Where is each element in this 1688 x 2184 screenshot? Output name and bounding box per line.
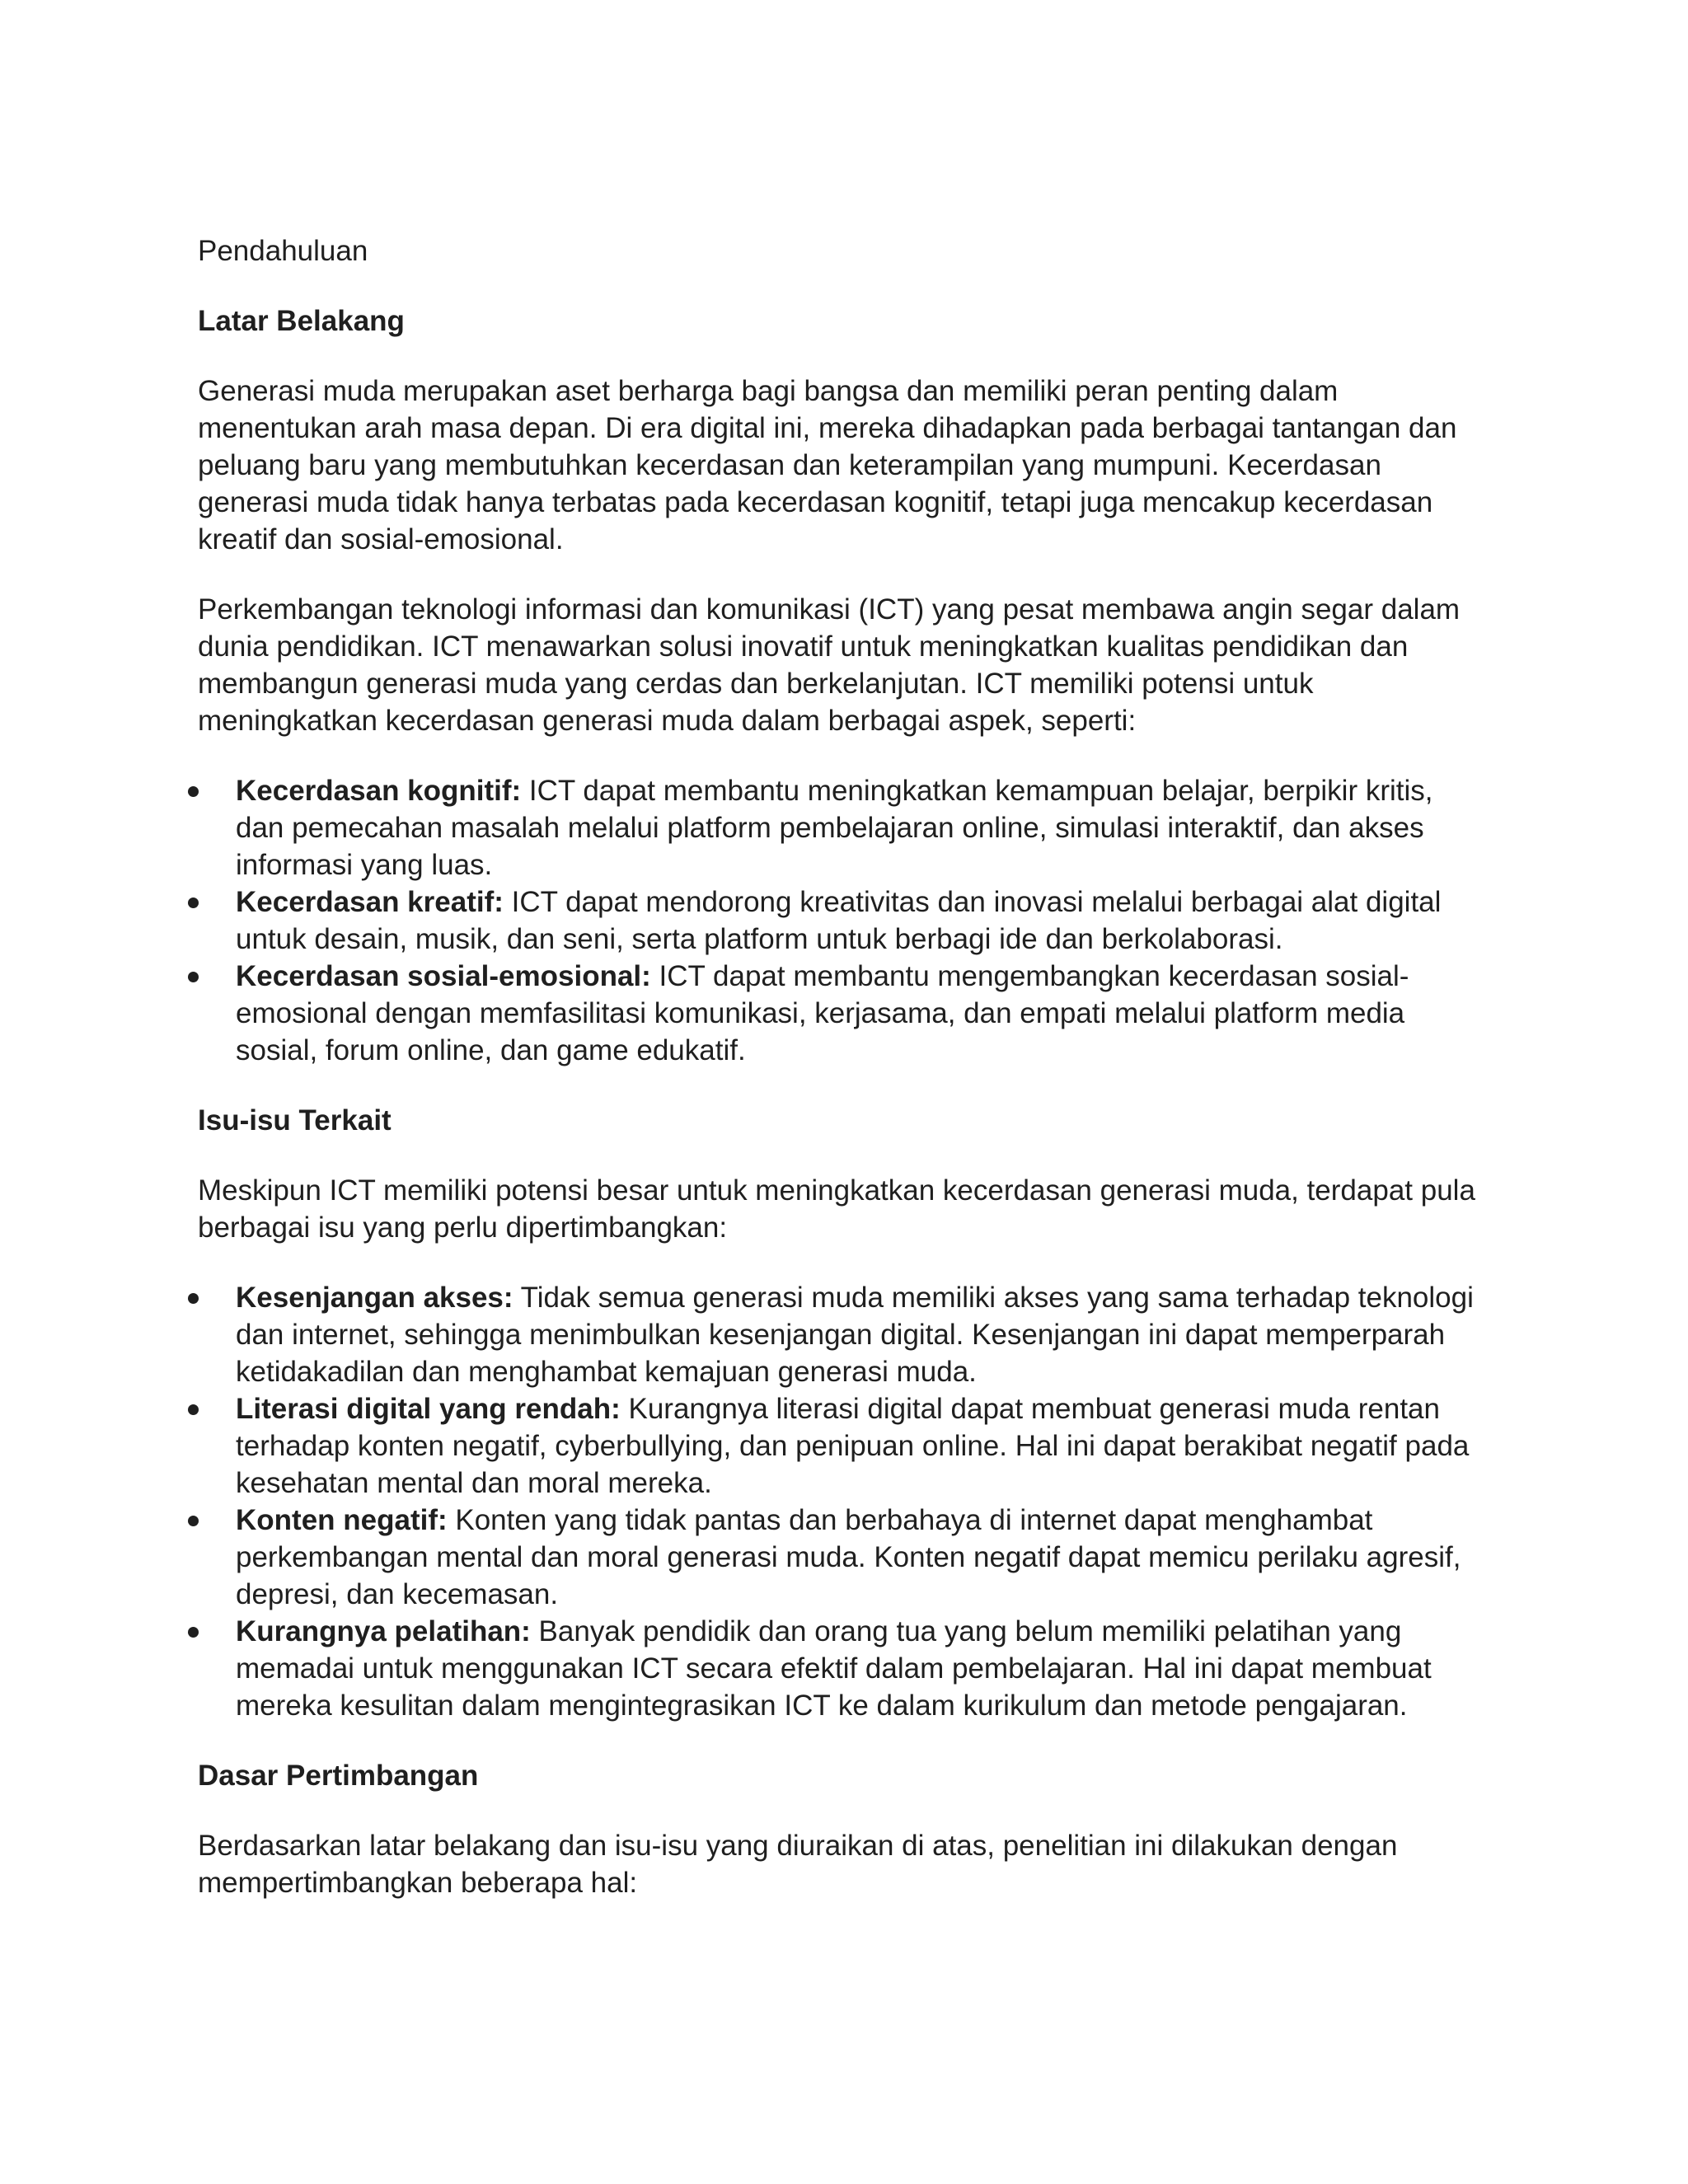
bullet-list: [198, 1279, 1484, 1724]
list-item-text: Tidak semua generasi muda memiliki akses yang sama terhadap teknologi dan internet, sehingga menimbulkan kesenjangan digital. Kesenjangan ini dapat memperparah ketidakadilan dan menghambat kemajuan generasi muda.: [236, 1282, 1474, 1388]
list-item: [198, 883, 1484, 958]
list-item: [198, 1279, 1484, 1390]
list-item-term: Kecerdasan kreatif:: [236, 886, 504, 918]
list-item-term: Kesenjangan akses:: [236, 1282, 513, 1314]
bullet-icon: [188, 972, 199, 982]
paragraph: Perkembangan teknologi informasi dan komunikasi (ICT) yang pesat membawa angin segar dalam dunia pendidikan. ICT menawarkan solusi inovatif untuk meningkatkan kualitas pendidikan dan membangun generasi muda yang cerdas dan berkelanjutan. ICT memiliki potensi untuk meningkatkan kecerdasan generasi muda dalam berbagai aspek, seperti:: [198, 593, 1461, 737]
list-item: [198, 1502, 1484, 1613]
list-item-term: Kurangnya pelatihan:: [236, 1615, 531, 1647]
list-item-text: ICT dapat membantu mengembangkan kecerdasan sosial-emosional dengan memfasilitasi komunikasi, kerjasama, dan empati melalui platform media sosial, forum online, dan game edukatif.: [236, 960, 1409, 1066]
document-page: [198, 232, 1484, 1934]
bullet-icon: [188, 898, 199, 908]
list-item-term: Literasi digital yang rendah:: [236, 1393, 621, 1425]
list-item-term: Konten negatif:: [236, 1504, 448, 1536]
bullet-icon: [188, 786, 199, 797]
list-item: [198, 1613, 1484, 1724]
bullet-icon: [188, 1627, 199, 1638]
list-item-text: Konten yang tidak pantas dan berbahaya di internet dapat menghambat perkembangan mental dan moral generasi muda. Konten negatif dapat memicu perilaku agresif, depresi, dan kecemasan.: [236, 1504, 1461, 1610]
section-heading-latar-belakang: Latar Belakang: [198, 305, 405, 337]
bullet-icon: [188, 1404, 199, 1415]
bullet-list: [198, 772, 1484, 1069]
paragraph: Meskipun ICT memiliki potensi besar untuk meningkatkan kecerdasan generasi muda, terdapat pula berbagai isu yang perlu dipertimbangkan:: [198, 1174, 1475, 1244]
paragraph: Generasi muda merupakan aset berharga bagi bangsa dan memiliki peran penting dalam menentukan arah masa depan. Di era digital ini, mereka dihadapkan pada berbagai tantangan dan peluang baru yang membutuhkan kecerdasan dan keterampilan yang mumpuni. Kecerdasan generasi muda tidak hanya terbatas pada kecerdasan kognitif, tetapi juga mencakup kecerdasan kreatif dan sosial-emosional.: [198, 375, 1457, 555]
list-item-text: ICT dapat membantu meningkatkan kemampuan belajar, berpikir kritis, dan pemecahan masalah melalui platform pembelajaran online, simulasi interaktif, dan akses informasi yang luas.: [236, 775, 1433, 881]
bullet-icon: [188, 1516, 199, 1526]
bullet-icon: [188, 1293, 199, 1304]
document-title: Pendahuluan: [198, 235, 368, 267]
list-item-text: ICT dapat mendorong kreativitas dan inovasi melalui berbagai alat digital untuk desain, musik, dan seni, serta platform untuk berbagi ide dan berkolaborasi.: [236, 886, 1442, 955]
list-item-term: Kecerdasan kognitif:: [236, 775, 522, 807]
list-item-text: Banyak pendidik dan orang tua yang belum memiliki pelatihan yang memadai untuk menggunakan ICT secara efektif dalam pembelajaran. Hal ini dapat membuat mereka kesulitan dalam mengintegrasikan ICT ke dalam kurikulum dan metode pengajaran.: [236, 1615, 1432, 1722]
list-item-text: Kurangnya literasi digital dapat membuat generasi muda rentan terhadap konten negatif, cyberbullying, dan penipuan online. Hal ini dapat berakibat negatif pada kesehatan mental dan moral mereka.: [236, 1393, 1470, 1499]
section-heading-isu-isu-terkait: Isu-isu Terkait: [198, 1104, 392, 1137]
paragraph: Berdasarkan latar belakang dan isu-isu yang diuraikan di atas, penelitian ini dilakukan dengan mempertimbangkan beberapa hal:: [198, 1830, 1398, 1899]
list-item: [198, 772, 1484, 883]
list-item: [198, 1390, 1484, 1502]
section-heading-dasar-pertimbangan: Dasar Pertimbangan: [198, 1760, 479, 1792]
list-item: [198, 958, 1484, 1069]
list-item-term: Kecerdasan sosial-emosional:: [236, 960, 651, 992]
